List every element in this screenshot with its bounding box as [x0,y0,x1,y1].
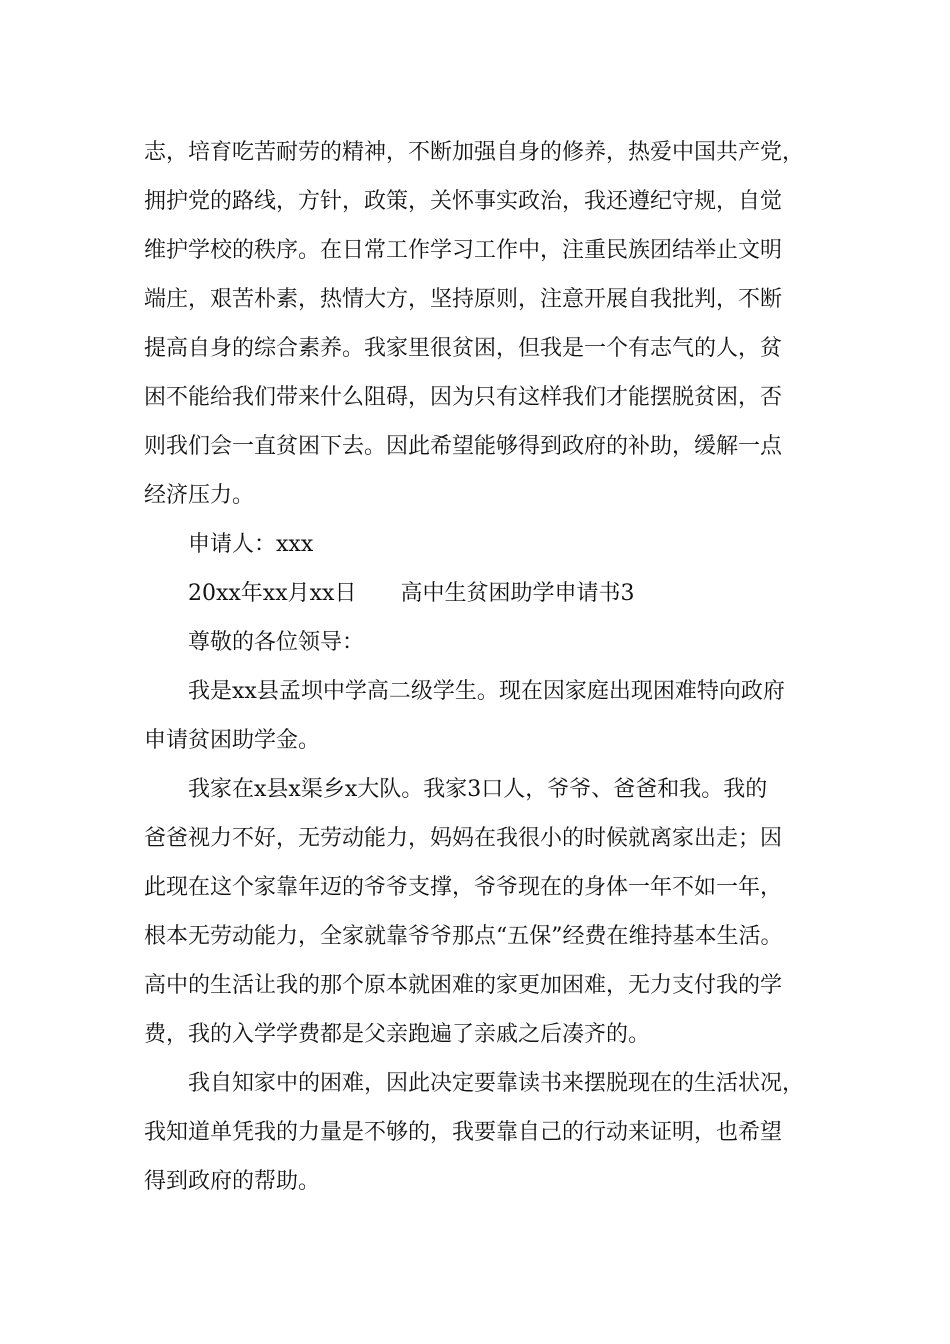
paragraph-line: 我自知家中的困难，因此决定要靠读书来摆脱现在的生活状况， [188,1071,805,1096]
paragraph-line: 费，我的入学学费都是父亲跑遍了亲戚之后凑齐的。 [144,1022,651,1047]
paragraph-family-situation [144,765,824,1059]
paragraph-line: 我是xx县孟坝中学高二级学生。现在因家庭出现困难特向政府 [188,679,785,704]
paragraph-resolution [144,1059,824,1206]
date-and-title-line [144,569,824,618]
paragraph-line: 我家在x县x渠乡x大队。我家3口人，爷爷、爸爸和我。我的 [188,777,768,802]
paragraph-line: 我知道单凭我的力量是不够的，我要靠自己的行动来证明，也希望 [144,1120,783,1145]
paragraph-line: 维护学校的秩序。在日常工作学习工作中，注重民族团结举止文明 [144,238,783,263]
applicant-signature: 申请人：xxx [188,532,314,557]
paragraph-line: 此现在这个家靠年迈的爷爷支撑，爷爷现在的身体一年不如一年， [144,875,783,900]
paragraph-line: 志，培育吃苦耐劳的精神，不断加强自身的修养，热爱中国共产党， [144,140,805,165]
paragraph-introduction [144,667,824,765]
paragraph-continuation [144,128,824,520]
paragraph-line: 则我们会一直贫困下去。因此希望能够得到政府的补助，缓解一点 [144,434,783,459]
paragraph-line: 得到政府的帮助。 [144,1169,321,1194]
paragraph-line: 经济压力。 [144,483,255,508]
next-document-title: 高中生贫困助学申请书3 [400,581,635,606]
salutation: 尊敬的各位领导： [188,630,365,655]
paragraph-line: 端庄，艰苦朴素，热情大方，坚持原则，注意开展自我批判，不断 [144,287,783,312]
paragraph-line: 申请贫困助学金。 [144,728,321,753]
paragraph-line: 高中的生活让我的那个原本就困难的家更加困难，无力支付我的学 [144,973,783,998]
paragraph-line: 爸爸视力不好，无劳动能力，妈妈在我很小的时候就离家出走；因 [144,826,783,851]
paragraph-line: 拥护党的路线，方针，政策，关怀事实政治，我还遵纪守规，自觉 [144,189,783,214]
paragraph-line: 根本无劳动能力，全家就靠爷爷那点“五保”经费在维持基本生活。 [144,924,783,949]
date-text: 20xx年xx月xx日 [188,581,357,606]
paragraph-line: 困不能给我们带来什么阻碍，因为只有这样我们才能摆脱贫困，否 [144,385,783,410]
paragraph-line: 提高自身的综合素养。我家里很贫困，但我是一个有志气的人，贫 [144,336,783,361]
document-body [144,128,824,1206]
